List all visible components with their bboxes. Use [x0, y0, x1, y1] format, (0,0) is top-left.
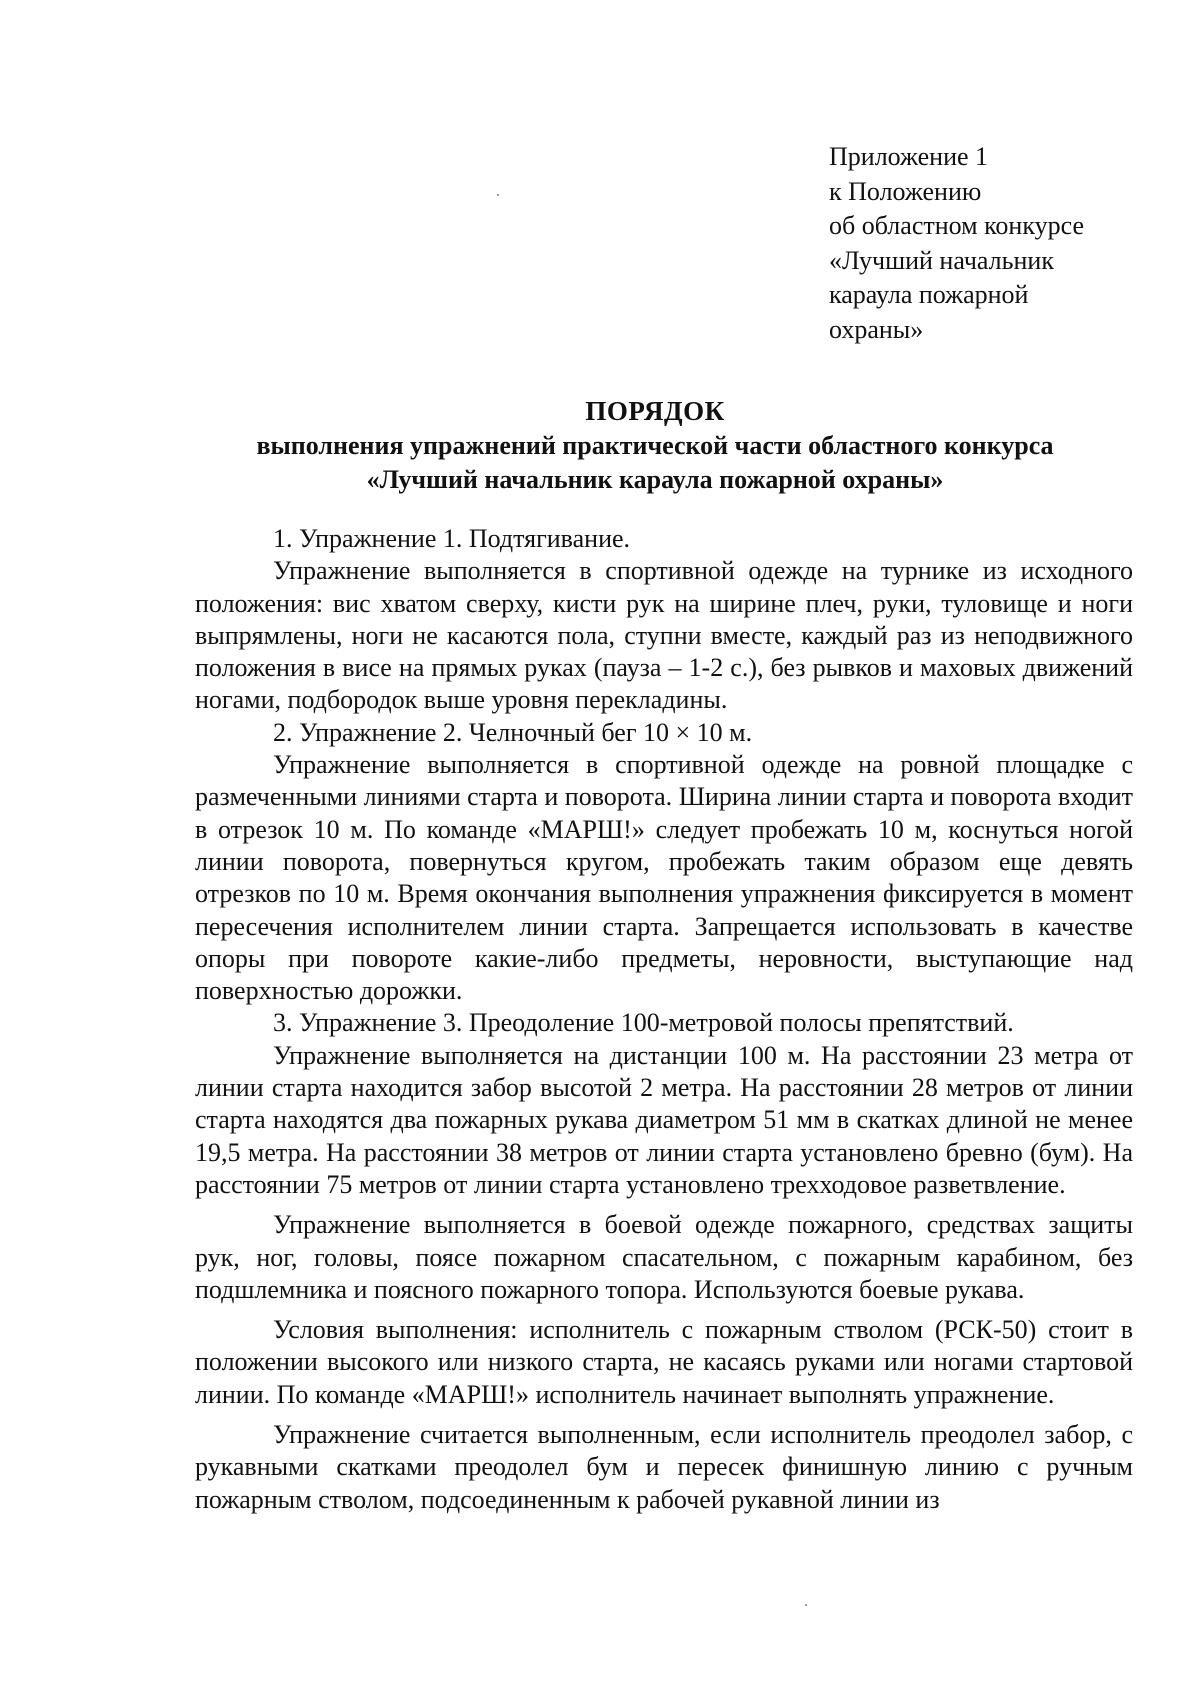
appendix-line: Приложение 1: [829, 142, 989, 171]
paragraph-exercise-3-equipment: Упражнение выполняется в боевой одежде пожарного, средствах защиты рук, ног, головы, поясе пожарном спасательном, с пожарным карабином, без подшлемника и поясного пожарного топора. Используются боевые рукава.: [195, 1210, 1133, 1304]
section-heading-exercise-3: 3. Упражнение 3. Преодоление 100-метровой полосы препятствий.: [273, 1008, 1014, 1038]
paragraph-exercise-1-description: Упражнение выполняется в спортивной одежде на турнике из исходного положения: вис хватом сверху, кисти рук на ширине плеч, руки, туловище и ноги выпрямлены, ноги не касаются пола, ступни вместе, каждый раз из неподвижного положения в висе на прямых руках (пауза – 1-2 с.), без рывков и маховых движений ногами, подбородок выше уровня перекладины.: [195, 556, 1133, 715]
appendix-line: к Положению: [829, 176, 982, 206]
scan-speck: [497, 194, 499, 196]
scan-speck: [805, 1604, 807, 1606]
paragraph-exercise-3-conditions: Условия выполнения: исполнитель с пожарным стволом (РСК-50) стоит в положении высокого или низкого старта, не касаясь руками или ногами стартовой линии. По команде «МАРШ!» исполнитель начинает выполнять упражнение.: [195, 1315, 1133, 1409]
appendix-line: об областном конкурсе: [829, 211, 1084, 240]
paragraph-exercise-2-description: Упражнение выполняется в спортивной одежде на ровной площадке с размеченными линиями старта и поворота. Ширина линии старта и поворота входит в отрезок 10 м. По команде «МАРШ!» следует пробежать 10 м, коснуться ногой линии поворота, повернуться кругом, пробежать таким образом еще девять отрезков по 10 м. Время окончания выполнения упражнения фиксируется в момент пересечения исполнителем линии старта. Запрещается использовать в качестве опоры при повороте какие-либо предметы, неровности, выступающие над поверхностью дорожки.: [195, 750, 1133, 1006]
appendix-line: «Лучший начальник: [829, 245, 1054, 275]
section-heading-exercise-2: 2. Упражнение 2. Челночный бег 10 × 10 м.: [273, 717, 753, 747]
appendix-line: охраны»: [829, 314, 924, 344]
paragraph-exercise-3-completion: Упражнение считается выполненным, если исполнитель преодолел забор, с рукавными скатками преодолел бум и пересек финишную линию с ручным пожарным стволом, подсоединенным к рабочей рукавной линии из: [195, 1420, 1133, 1514]
document-subtitle-line-2: «Лучший начальник караула пожарной охраны»: [366, 465, 944, 494]
appendix-note: [829, 140, 1159, 347]
appendix-line: караула пожарной: [829, 280, 1029, 309]
document-subtitle-line-1: выполнения упражнений практической части областного конкурса: [256, 431, 1054, 460]
document-title: ПОРЯДОК: [585, 396, 725, 426]
section-heading-exercise-1: 1. Упражнение 1. Подтягивание.: [273, 524, 631, 553]
paragraph-exercise-3-course: Упражнение выполняется на дистанции 100 м. На расстоянии 23 метра от линии старта находится забор высотой 2 метра. На расстоянии 28 метров от линии старта находятся два пожарных рукава диаметром 51 мм в скатках длиной не менее 19,5 метра. На расстоянии 38 метров от линии старта установлено бревно (бум). На расстоянии 75 метров от линии старта установлено трехходовое разветвление.: [195, 1040, 1133, 1199]
document-body: [195, 523, 1133, 1516]
